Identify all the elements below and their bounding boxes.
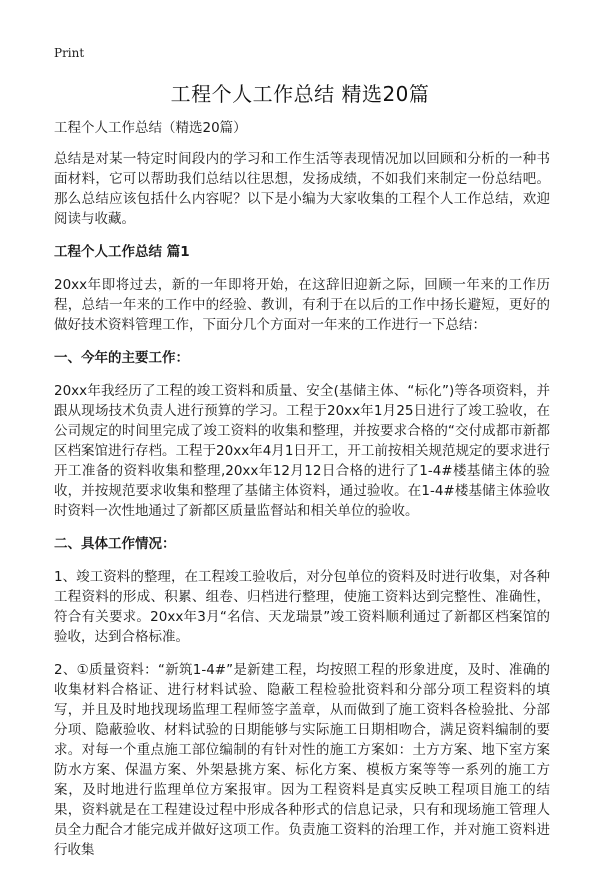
main-work-paragraph: 20xx年我经历了工程的竣工资料和质量、安全(基储主体、“标化”)等各项资料，并跟从现场技术负责人进行预算的学习。工程于20xx年1月25日进行了竣工验收，在公司规定的时间里完成了竣工资料的收集和整理，并按要求合格的“交付成都市新都区档案馆进行存档。工程于20xx年4月1日开工，开工前按相关规范规定的要求进行开工准备的资料收集和整理,20xx年12月12日合格的进行了1-4#楼基储主体的验收，并按规范要求收集和整理了基储主体资料，通过验收。在1-4#楼基储主体验收时资料一次性地通过了新都区质量监督站和相关单位的验收。: [54, 383, 550, 519]
section-heading: 工程个人工作总结 篇1: [54, 244, 190, 260]
details-heading: 二、具体工作情况：: [54, 536, 176, 552]
print-link[interactable]: Print: [54, 46, 85, 60]
document-subtitle: 工程个人工作总结（精选20篇）: [54, 120, 247, 136]
main-work-heading: 一、今年的主要工作：: [54, 350, 189, 366]
document-body: [54, 118, 550, 873]
detail-paragraph-2: 2、①质量资料：“新筑1-4#”是新建工程，均按照工程的形象进度，及时、准确的收集材料合格证、进行材料试验、隐蔽工程检验批资料和分部分项工程资料的填写，并且及时地找现场监理工程师签字盖章，从而做到了施工资料各检验批、分部分项、隐蔽验收、材料试验的日期能够与实际施工日期相吻合，满足资料编制的要求。对每一个重点施工部位编制的有针对性的施工方案如：土方方案、地下室方案防水方案、保温方案、外架悬挑方案、标化方案、模板方案等等一系列的施工方案，及时地进行监理单位方案报审。因为工程资料是真实反映工程项目施工的结果，资料就是在工程建设过程中形成各种形式的信息记录，只有和现场施工管理人员全力配合才能完成并做好这项工作。负责施工资料的治理工作，并对施工资料进行收集: [54, 662, 550, 858]
section-intro-paragraph: 20xx年即将过去，新的一年即将开始，在这辞旧迎新之际，回顾一年来的工作历程，总结一年来的工作中的经验、教训，有利于在以后的工作中扬长避短，更好的做好技术资料管理工作，下面分几个方面对一年来的工作进行一下总结：: [54, 277, 550, 333]
intro-paragraph: 总结是对某一特定时间段内的学习和工作生活等表现情况加以回顾和分析的一种书面材料，它可以帮助我们总结以往思想，发扬成绩，不如我们来制定一份总结吧。那么总结应该包括什么内容呢？以下是小编为大家收集的工程个人工作总结，欢迎阅读与收藏。: [54, 151, 550, 227]
page-title: 工程个人工作总结 精选20篇: [170, 82, 430, 106]
detail-paragraph-1: 1、竣工资料的整理，在工程竣工验收后，对分包单位的资料及时进行收集，对各种工程资料的形成、积累、组卷、归档进行整理，使施工资料达到完整性、准确性，符合有关要求。20xx年3月“名信、天龙瑞景”竣工资料顺利通过了新都区档案馆的验收，达到合格标准。: [54, 569, 550, 645]
